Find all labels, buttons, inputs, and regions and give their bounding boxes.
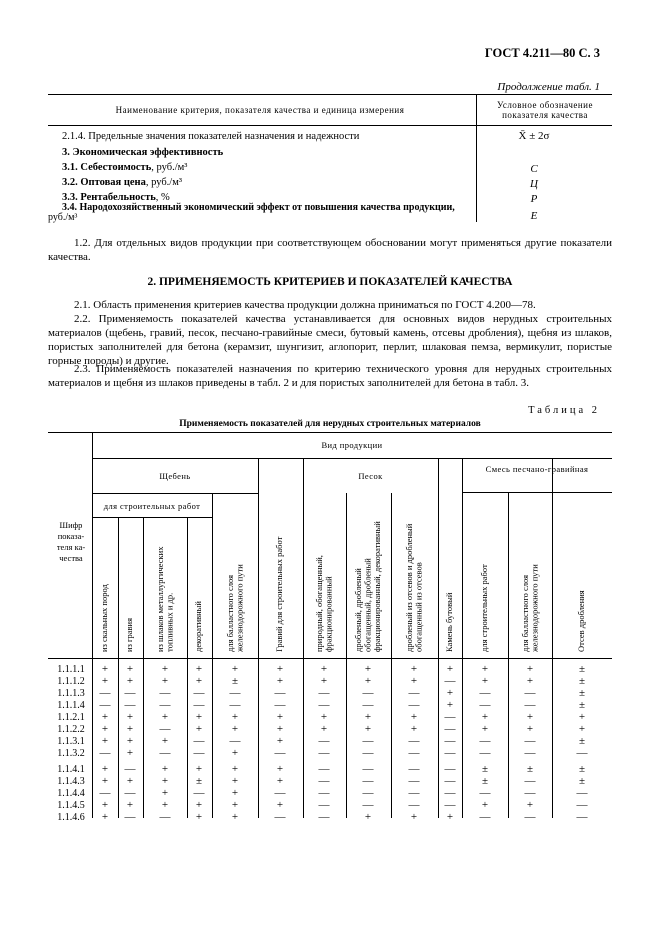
- row-text: Оптовая цена: [80, 177, 146, 188]
- table2-cell: +: [578, 723, 586, 735]
- table2-cell: +: [161, 787, 169, 799]
- table2-cell: +: [126, 735, 134, 747]
- table2-column-header: дробленый, дробленый обогащенный, дробленый фракционированный, декоративный: [352, 521, 382, 652]
- table2-cell: —: [408, 787, 420, 799]
- table2-cell: —: [362, 747, 374, 759]
- table2-cell: +: [526, 799, 534, 811]
- paragraph-1-2: 1.2. Для отдельных видов продукции при соответствующем обосновании могут применяться другие показатели качества.: [48, 237, 612, 263]
- table2-column-header: Камень бутовый: [444, 592, 455, 652]
- table2-cell: +: [101, 663, 109, 675]
- table2-vline: [187, 517, 188, 818]
- table2-cell: —: [274, 687, 286, 699]
- table2-cell: +: [231, 763, 239, 775]
- table2-cell: —: [479, 699, 491, 711]
- table2-cell: —: [274, 787, 286, 799]
- table2-cell: —: [318, 787, 330, 799]
- table2-column-header: для строительных работ: [479, 564, 490, 652]
- table2-cell: +: [526, 711, 534, 723]
- table2-cell: +: [276, 775, 284, 787]
- row-unit: , руб./м³: [145, 177, 182, 188]
- table2-cell: —: [318, 735, 330, 747]
- table2-vline: [552, 458, 553, 818]
- page-header: ГОСТ 4.211—80 С. 3: [484, 46, 600, 60]
- table2-cell: —: [318, 747, 330, 759]
- table2-cell: +: [126, 723, 134, 735]
- table2-cell: —: [318, 763, 330, 775]
- row-code: 1.1.4.1: [57, 764, 85, 775]
- table2-cell: —: [159, 723, 171, 735]
- table2-cell: —: [124, 787, 136, 799]
- table2-header-border: [48, 658, 612, 659]
- table2-vline: [346, 493, 347, 818]
- table2-vline: [391, 493, 392, 818]
- table2-cell: +: [320, 723, 328, 735]
- table2-cell: —: [444, 723, 456, 735]
- row-number: 3.1.: [62, 162, 78, 173]
- table2-vid-header: Вид продукции: [321, 440, 383, 450]
- table2-cell: ±: [578, 663, 586, 675]
- table2-cell: —: [274, 699, 286, 711]
- table2-cell: —: [362, 799, 374, 811]
- row-code: 1.1.2.2: [57, 724, 85, 735]
- table2-cell: —: [444, 735, 456, 747]
- table2-cell: —: [229, 735, 241, 747]
- table2-cell: —: [99, 787, 111, 799]
- table2-label: Таблица 2: [528, 405, 600, 416]
- table2-cell: +: [410, 811, 418, 823]
- row-code: 1.1.1.4: [57, 700, 85, 711]
- row-number: 3.2.: [62, 177, 78, 188]
- table2-cell: —: [444, 747, 456, 759]
- table2-column-header: природный, обогащенный, фракционированный: [313, 555, 333, 652]
- table2-cell: +: [446, 663, 454, 675]
- table2-cell: —: [124, 763, 136, 775]
- row-code: 1.1.4.6: [57, 812, 85, 823]
- table2-cell: —: [408, 775, 420, 787]
- table2-cell: —: [479, 747, 491, 759]
- table2-cell: +: [231, 787, 239, 799]
- table2-cell: —: [524, 775, 536, 787]
- table2-cell: +: [126, 663, 134, 675]
- table2-column-header: из скальных пород: [99, 584, 110, 652]
- table2-cell: —: [576, 787, 588, 799]
- table2-vline: [118, 517, 119, 818]
- table2-cell: +: [364, 663, 372, 675]
- table2-cell: +: [231, 811, 239, 823]
- table2-cell: —: [193, 735, 205, 747]
- row-symbol: P: [530, 193, 538, 205]
- table2-vline: [212, 493, 213, 818]
- table2-cell: —: [408, 799, 420, 811]
- table2-cell: ±: [481, 775, 489, 787]
- table2-cell: +: [101, 675, 109, 687]
- table2-cell: —: [99, 687, 111, 699]
- table2-cell: +: [101, 811, 109, 823]
- table2-cell: —: [479, 735, 491, 747]
- table2-cell: ±: [578, 675, 586, 687]
- row-number: 3.4.: [62, 202, 77, 213]
- table2-cell: —: [193, 699, 205, 711]
- table1-top-border: [48, 94, 612, 95]
- table2-subbuild-border: [92, 517, 212, 518]
- table2-column-header: для балластного слоя железнодорожного пути: [224, 564, 244, 652]
- table2-pesok-header: Песок: [358, 471, 383, 481]
- table2-vline: [438, 458, 439, 818]
- table2-cell: —: [362, 687, 374, 699]
- table2-cell: +: [410, 663, 418, 675]
- table2-cell: +: [161, 675, 169, 687]
- table2-cell: +: [161, 735, 169, 747]
- table2-subbuild-header: для строительных работ: [103, 501, 201, 511]
- row-text: Народохозяйственный экономический эффект от повышения качества продукции,: [79, 202, 455, 213]
- table2-cell: ±: [526, 763, 534, 775]
- row-code: 1.1.3.1: [57, 736, 85, 747]
- table2-cell: —: [362, 763, 374, 775]
- table2-cell: +: [526, 663, 534, 675]
- table2-smes-border: [462, 492, 612, 493]
- table2-cell: +: [446, 811, 454, 823]
- table2-cell: —: [193, 687, 205, 699]
- table2-cell: +: [101, 723, 109, 735]
- table2-cell: —: [124, 687, 136, 699]
- table1-col2-header-line2: показателя качества: [502, 110, 588, 120]
- table2-cell: —: [362, 787, 374, 799]
- table2-cell: +: [320, 675, 328, 687]
- table2-cell: —: [159, 747, 171, 759]
- table2-cell: —: [193, 747, 205, 759]
- table2-cell: —: [318, 775, 330, 787]
- table1-row: [62, 177, 182, 188]
- table2-cell: +: [276, 711, 284, 723]
- row-text: Себестоимость: [80, 162, 152, 173]
- row-code: 1.1.2.1: [57, 712, 85, 723]
- table2-cell: +: [126, 711, 134, 723]
- table2-cell: +: [276, 675, 284, 687]
- table2-cell: —: [318, 687, 330, 699]
- table2-caption: Применяемость показателей для нерудных строительных материалов: [179, 419, 481, 429]
- table2-top-border: [48, 432, 612, 433]
- table2-shcheben-border: [92, 493, 258, 494]
- table2-cell: +: [195, 799, 203, 811]
- table2-cell: +: [195, 723, 203, 735]
- table2-cell: —: [408, 763, 420, 775]
- table2-vline: [143, 517, 144, 818]
- table1-row: [62, 147, 223, 158]
- table2-cell: +: [276, 763, 284, 775]
- table2-cell: +: [481, 799, 489, 811]
- table2-cell: —: [318, 799, 330, 811]
- table2-vid-border: [92, 458, 612, 459]
- paragraph-2-3: 2.3. Применяемость показателей назначения по критерию технического уровня для нерудных строительных материалов и щебня из шлаков приведены в табл. 2 и для пористых заполнителей для бетона в табл. 3.: [48, 363, 612, 389]
- table2-cell: +: [195, 663, 203, 675]
- table2-cell: +: [126, 799, 134, 811]
- table2-cell: +: [161, 711, 169, 723]
- paragraph-2-2: 2.2. Применяемость показателей качества устанавливается для основных видов нерудных строительных материалов (щебень, гравий, песок, песчано-гравийные смеси, бутовый камень, отсевы дробления), щебня из шлаков, пористых заполнителей для бетона (керамзит, шунгизит, аглопорит, перлит, шлаковая пемза, вермикулит, пористые горные породы) и другие.: [48, 313, 612, 367]
- table2-cell: +: [481, 675, 489, 687]
- row-symbol: X̄ ± 2σ: [518, 130, 550, 142]
- table2-cell: +: [161, 775, 169, 787]
- table2-cell: —: [524, 699, 536, 711]
- table2-cell: —: [576, 799, 588, 811]
- table2-cell: —: [479, 811, 491, 823]
- table2-cell: —: [229, 699, 241, 711]
- table2-cell: +: [364, 811, 372, 823]
- table2-vline: [92, 432, 93, 818]
- table2-cell: —: [362, 735, 374, 747]
- table1-row: [62, 131, 359, 142]
- table2-cell: ±: [578, 699, 586, 711]
- table2-cell: +: [101, 735, 109, 747]
- table2-cell: ±: [578, 763, 586, 775]
- table2-cell: +: [526, 675, 534, 687]
- table1-row: [62, 162, 187, 173]
- row-number: 3.: [62, 147, 70, 158]
- row-symbol: Ц: [530, 178, 538, 190]
- table2-cell: —: [479, 787, 491, 799]
- table2-cell: +: [578, 711, 586, 723]
- table2-cell: —: [159, 687, 171, 699]
- table2-cell: +: [446, 687, 454, 699]
- table2-cell: —: [576, 747, 588, 759]
- table2-cell: ±: [578, 775, 586, 787]
- table2-cell: +: [364, 723, 372, 735]
- table2-column-header: из шлаков металлургических топливных и др.: [154, 546, 174, 652]
- row-text: Предельные значения показателей назначения и надежности: [88, 131, 360, 142]
- table2-cell: +: [195, 811, 203, 823]
- table2-cell: —: [408, 747, 420, 759]
- table2-column-header: декоративный: [193, 601, 204, 652]
- table2-column-header: Гравий для строительных работ: [274, 536, 285, 652]
- table2-column-header: Отсев дробления: [576, 590, 587, 652]
- table2-cell: +: [231, 723, 239, 735]
- table2-cell: —: [124, 811, 136, 823]
- table2-cell: —: [524, 747, 536, 759]
- table2-cell: +: [364, 711, 372, 723]
- row-symbol: E: [530, 210, 538, 222]
- table2-cell: +: [231, 775, 239, 787]
- table2-cell: ±: [231, 675, 239, 687]
- table2-cell: —: [408, 687, 420, 699]
- row-code: 1.1.4.5: [57, 800, 85, 811]
- table2-cell: —: [444, 787, 456, 799]
- table2-cell: +: [101, 775, 109, 787]
- table2-cell: +: [161, 663, 169, 675]
- row-code: 1.1.3.2: [57, 748, 85, 759]
- table2-vline: [258, 458, 259, 818]
- table2-cell: +: [320, 663, 328, 675]
- table2-cell: +: [526, 723, 534, 735]
- table2-cell: +: [161, 799, 169, 811]
- table2-cell: +: [195, 763, 203, 775]
- table2-cell: —: [444, 799, 456, 811]
- row-unit: , руб./м³: [151, 162, 188, 173]
- table2-cell: —: [274, 747, 286, 759]
- table2-cell: —: [444, 675, 456, 687]
- row-number: 2.1.4.: [62, 131, 86, 142]
- table2-code-header: Шифр показа-теля ка-чества: [56, 520, 86, 563]
- table1-row: [62, 202, 455, 213]
- table2-cell: —: [99, 699, 111, 711]
- table2-cell: —: [193, 787, 205, 799]
- table2-smes-header: Смесь песчано-гравийная: [485, 464, 589, 474]
- table1-col1-header: Наименование критерия, показателя качества и единица измерения: [115, 105, 405, 115]
- table2-cell: —: [444, 775, 456, 787]
- table2-cell: —: [362, 699, 374, 711]
- table2-cell: —: [229, 687, 241, 699]
- table2-cell: —: [159, 699, 171, 711]
- row-unit: руб./м³: [48, 212, 78, 223]
- table2-cell: +: [276, 735, 284, 747]
- table2-cell: +: [231, 799, 239, 811]
- table2-cell: ±: [481, 763, 489, 775]
- table1-header-border: [48, 125, 612, 126]
- table2-vline: [508, 492, 509, 818]
- table2-shcheben-header: Щебень: [159, 471, 191, 481]
- table2-cell: +: [410, 711, 418, 723]
- table2-cell: —: [444, 763, 456, 775]
- table2-cell: —: [159, 811, 171, 823]
- table2-cell: —: [524, 735, 536, 747]
- table2-cell: —: [524, 811, 536, 823]
- table2-cell: +: [410, 675, 418, 687]
- row-code: 1.1.4.4: [57, 788, 85, 799]
- row-unit: , %: [155, 192, 170, 203]
- table2-cell: —: [99, 747, 111, 759]
- table2-cell: —: [124, 699, 136, 711]
- table2-cell: +: [276, 723, 284, 735]
- table2-cell: +: [101, 711, 109, 723]
- row-number: 3.3.: [62, 192, 78, 203]
- table2-cell: —: [318, 811, 330, 823]
- table2-cell: +: [231, 711, 239, 723]
- table2-cell: +: [364, 675, 372, 687]
- table2-cell: +: [101, 763, 109, 775]
- row-symbol: C: [530, 163, 538, 175]
- table2-cell: +: [101, 799, 109, 811]
- table1-col2-header-line1: Условное обозначение: [497, 100, 593, 110]
- table2-cell: +: [276, 663, 284, 675]
- table2-cell: +: [126, 675, 134, 687]
- table2-cell: +: [481, 711, 489, 723]
- table2-cell: +: [161, 763, 169, 775]
- table2-cell: +: [126, 747, 134, 759]
- table2-cell: +: [231, 663, 239, 675]
- row-code: 1.1.1.1: [57, 664, 85, 675]
- table2-cell: +: [126, 775, 134, 787]
- table2-cell: —: [408, 735, 420, 747]
- table2-column-header: дробленый из отсевов и дробленый обогащенный из отсевов: [403, 523, 423, 652]
- row-code: 1.1.1.2: [57, 676, 85, 687]
- table2-cell: ±: [578, 687, 586, 699]
- table2-cell: +: [195, 675, 203, 687]
- row-code: 1.1.4.3: [57, 776, 85, 787]
- table2-cell: —: [318, 699, 330, 711]
- table2-cell: +: [231, 747, 239, 759]
- table-continuation-note: Продолжение табл. 1: [497, 81, 600, 93]
- table2-cell: —: [274, 811, 286, 823]
- table2-cell: —: [576, 811, 588, 823]
- table2-cell: +: [446, 699, 454, 711]
- table2-cell: —: [444, 711, 456, 723]
- table2-cell: —: [524, 787, 536, 799]
- table2-column-header: из гравия: [124, 617, 135, 652]
- table2-cell: —: [524, 687, 536, 699]
- row-text: Экономическая эффективность: [72, 147, 224, 158]
- table2-vline: [303, 458, 304, 818]
- table2-cell: +: [276, 799, 284, 811]
- row-text: Рентабельность: [80, 192, 156, 203]
- table2-cell: +: [481, 723, 489, 735]
- table2-vline: [462, 458, 463, 818]
- table2-cell: —: [362, 775, 374, 787]
- table2-cell: +: [481, 663, 489, 675]
- table2-cell: —: [479, 687, 491, 699]
- table2-column-header: для балластного слоя железнодорожного пути: [519, 564, 539, 652]
- table2-cell: ±: [578, 735, 586, 747]
- table2-cell: —: [408, 699, 420, 711]
- table2-cell: +: [410, 723, 418, 735]
- section-2-title: 2. ПРИМЕНЯЕМОСТЬ КРИТЕРИЕВ И ПОКАЗАТЕЛЕЙ КАЧЕСТВА: [147, 276, 513, 288]
- paragraph-2-1: 2.1. Область применения критериев качества продукции должна приниматься по ГОСТ 4.200—78.: [74, 299, 536, 311]
- table2-cell: ±: [195, 775, 203, 787]
- row-code: 1.1.1.3: [57, 688, 85, 699]
- table2-cell: +: [195, 711, 203, 723]
- table2-cell: +: [320, 711, 328, 723]
